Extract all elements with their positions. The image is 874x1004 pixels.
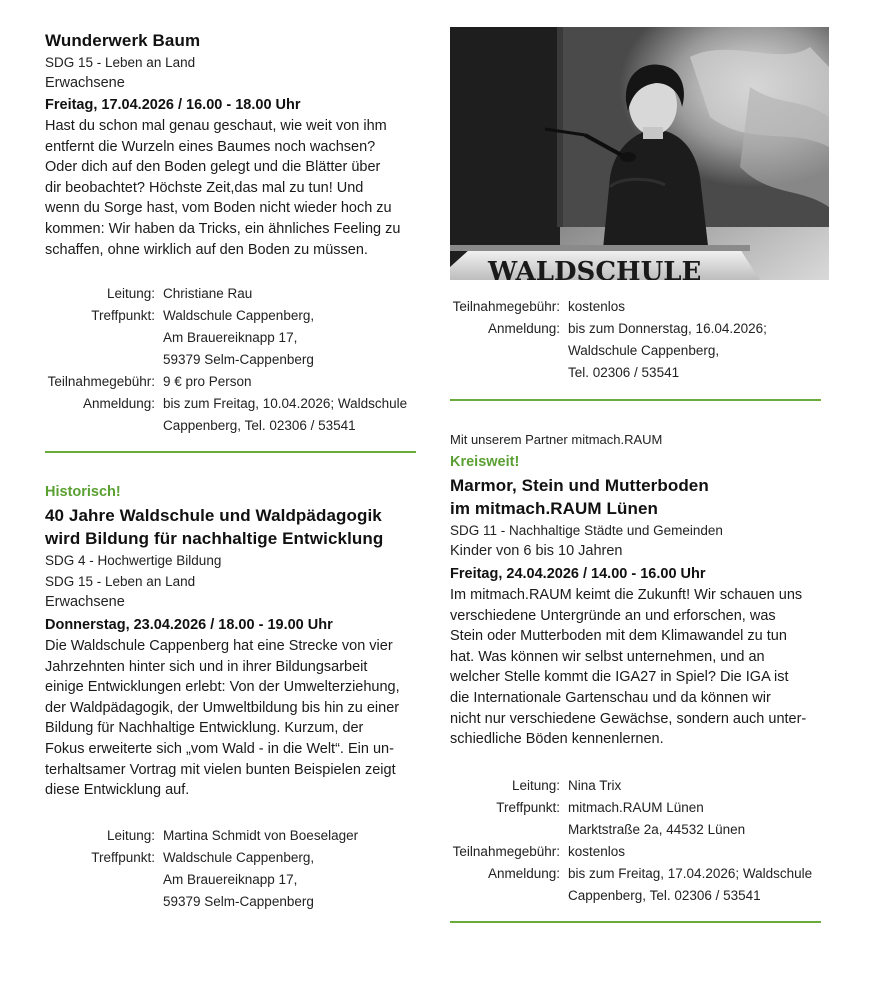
description-line: Oder dich auf den Boden gelegt und die Blätter über	[45, 159, 381, 176]
description-line: Hast du schon mal genau geschaut, wie weit von ihm	[45, 118, 387, 134]
info-row-treffpunkt	[45, 305, 425, 371]
event-audience: Erwachsene	[45, 594, 125, 610]
description-line: nicht nur verschiedene Gewächse, sondern auch unter-	[450, 710, 807, 727]
title-line: 40 Jahre Waldschule und Waldpädagogik	[45, 506, 382, 525]
description-line: welcher Stelle kommt die IGA27 in Spiel? Die IGA ist	[450, 669, 789, 686]
info-value-line: Waldschule Cappenberg,	[163, 308, 315, 323]
info-label: Anmeldung:	[82, 396, 155, 411]
info-label: Anmeldung:	[487, 866, 560, 881]
event-sdg: SDG 11 - Nachhaltige Städte und Gemeinden	[450, 523, 723, 538]
info-value: Martina Schmidt von Boeselager	[163, 828, 359, 843]
info-value: 9 € pro Person	[163, 374, 252, 389]
info-row-anmeldung	[450, 318, 830, 384]
event-date: Freitag, 17.04.2026 / 16.00 - 18.00 Uhr	[45, 97, 301, 113]
info-row-leitung	[45, 283, 425, 305]
section-divider	[45, 451, 416, 453]
info-label: Leitung:	[511, 778, 560, 793]
info-label: Treffpunkt:	[91, 850, 155, 865]
speaker-photo-image	[450, 27, 829, 280]
description-line: schaffen, ohne wirklich auf den Boden zu müssen.	[45, 241, 368, 258]
info-value-line: Cappenberg, Tel. 02306 / 53541	[163, 418, 356, 433]
info-value: Nina Trix	[568, 778, 622, 793]
info-value-line: bis zum Freitag, 17.04.2026; Waldschule	[568, 866, 813, 881]
info-value-line: Am Brauereiknapp 17,	[163, 872, 298, 887]
info-label: Treffpunkt:	[91, 308, 155, 323]
description-line: Im mitmach.RAUM keimt die Zukunft! Wir schauen uns	[450, 587, 803, 603]
info-value-line: Waldschule Cappenberg,	[163, 850, 315, 865]
description-line: diese Entwicklung auf.	[45, 782, 190, 799]
info-value-line: Waldschule Cappenberg,	[568, 343, 720, 358]
description-line: Stein oder Mutterboden mit dem Klimawandel zu tun	[450, 628, 787, 645]
event-partner: Mit unserem Partner mitmach.RAUM	[450, 432, 663, 447]
description-line: Jahrzehnten hinter sich und in ihrer Bildungsarbeit	[45, 658, 368, 675]
info-label: Leitung:	[106, 286, 155, 301]
info-label: Treffpunkt:	[496, 800, 560, 815]
info-value-line: mitmach.RAUM Lünen	[568, 800, 704, 815]
speaker-photo	[450, 27, 829, 280]
info-label: Teilnahmegebühr:	[452, 299, 560, 314]
description-line: schiedliche Böden kennenlernen.	[450, 731, 664, 748]
event-description	[45, 636, 425, 801]
info-row-gebuehr	[45, 371, 425, 393]
description-line: Bildung für Nachhaltige Entwicklung. Kurzum, der	[45, 720, 364, 737]
info-row-anmeldung	[450, 863, 830, 907]
event-audience: Kinder von 6 bis 10 Jahren	[450, 543, 623, 559]
event-title	[450, 474, 830, 520]
info-row-treffpunkt	[450, 797, 830, 841]
description-line: kommen: Wir haben da Tricks, ein ähnliches Feeling zu	[45, 220, 401, 237]
info-value	[163, 305, 425, 371]
info-row-gebuehr	[450, 841, 830, 863]
info-value-line: bis zum Donnerstag, 16.04.2026;	[568, 321, 767, 336]
info-row-treffpunkt	[45, 847, 425, 913]
event-sdg: SDG 15 - Leben an Land	[45, 574, 196, 589]
info-value	[568, 863, 830, 907]
description-line: einige Entwicklungen erlebt: Von der Umwelterziehung,	[45, 679, 400, 696]
info-label: Teilnahmegebühr:	[452, 844, 560, 859]
description-line: der Waldpädagogik, der Umweltbildung bis hin zu einer	[45, 699, 400, 716]
title-line: Marmor, Stein und Mutterboden	[450, 476, 709, 495]
info-value	[163, 393, 425, 437]
info-value-line: 59379 Selm-Cappenberg	[163, 352, 314, 367]
event-info-table	[450, 775, 830, 907]
event-tag: Historisch!	[45, 484, 121, 500]
description-line: dir beobachtet? Höchste Zeit,das mal zu tun! Und	[45, 179, 364, 196]
info-row-anmeldung	[45, 393, 425, 437]
description-line: verschiedene Untergründe an und erforschen, was	[450, 607, 776, 624]
info-value-line: Tel. 02306 / 53541	[568, 365, 680, 380]
event-info-table	[45, 825, 425, 913]
event-sdg: SDG 15 - Leben an Land	[45, 55, 196, 70]
info-value-line: Am Brauereiknapp 17,	[163, 330, 298, 345]
info-row-leitung	[450, 775, 830, 797]
event-info-table	[45, 283, 425, 437]
description-line: Fokus erweiterte sich „vom Wald - in die Welt“. Ein un-	[45, 740, 394, 757]
description-line: terhaltsamer Vortrag mit vielen bunten Beispielen zeigt	[45, 761, 396, 778]
info-value-line: bis zum Freitag, 10.04.2026; Waldschule	[163, 396, 408, 411]
description-line: wenn du Sorge hast, vom Boden nicht wieder hoch zu	[45, 200, 392, 217]
title-line: wird Bildung für nachhaltige Entwicklung	[45, 529, 384, 548]
info-label: Leitung:	[106, 828, 155, 843]
info-row-leitung	[45, 825, 425, 847]
info-value: kostenlos	[568, 844, 626, 859]
description-line: Die Waldschule Cappenberg hat eine Strecke von vier	[45, 638, 393, 654]
section-divider	[450, 921, 821, 923]
event-description	[450, 585, 830, 750]
title-line: im mitmach.RAUM Lünen	[450, 499, 659, 518]
description-line: die Internationale Gartenschau und da können wir	[450, 689, 771, 706]
info-value-line: 59379 Selm-Cappenberg	[163, 894, 314, 909]
event-40-jahre-waldschule	[45, 482, 425, 801]
info-value	[163, 847, 425, 913]
info-value: kostenlos	[568, 299, 626, 314]
info-label: Teilnahmegebühr:	[47, 374, 155, 389]
event-title	[45, 504, 425, 550]
event-info-table-continued	[450, 296, 830, 384]
info-value: Christiane Rau	[163, 286, 253, 301]
event-wunderwerk-baum	[45, 29, 425, 260]
event-audience: Erwachsene	[45, 75, 125, 91]
event-title: Wunderwerk Baum	[45, 31, 201, 50]
event-description	[45, 116, 425, 260]
info-value	[568, 318, 830, 384]
info-value	[568, 797, 830, 841]
event-sdg: SDG 4 - Hochwertige Bildung	[45, 553, 222, 568]
event-date: Freitag, 24.04.2026 / 14.00 - 16.00 Uhr	[450, 566, 706, 582]
info-label: Anmeldung:	[487, 321, 560, 336]
event-marmor-stein-mutterboden	[450, 430, 830, 750]
event-tag: Kreisweit!	[450, 454, 520, 470]
info-row-gebuehr	[450, 296, 830, 318]
description-line: hat. Was können wir selbst unternehmen, und an	[450, 648, 765, 665]
info-value-line: Marktstraße 2a, 44532 Lünen	[568, 822, 746, 837]
event-date: Donnerstag, 23.04.2026 / 18.00 - 19.00 Uhr	[45, 617, 333, 633]
info-value-line: Cappenberg, Tel. 02306 / 53541	[568, 888, 761, 903]
description-line: entfernt die Wurzeln eines Baumes noch wachsen?	[45, 138, 376, 155]
lectern-text: WALDSCHULE	[488, 257, 702, 280]
section-divider	[450, 399, 821, 401]
